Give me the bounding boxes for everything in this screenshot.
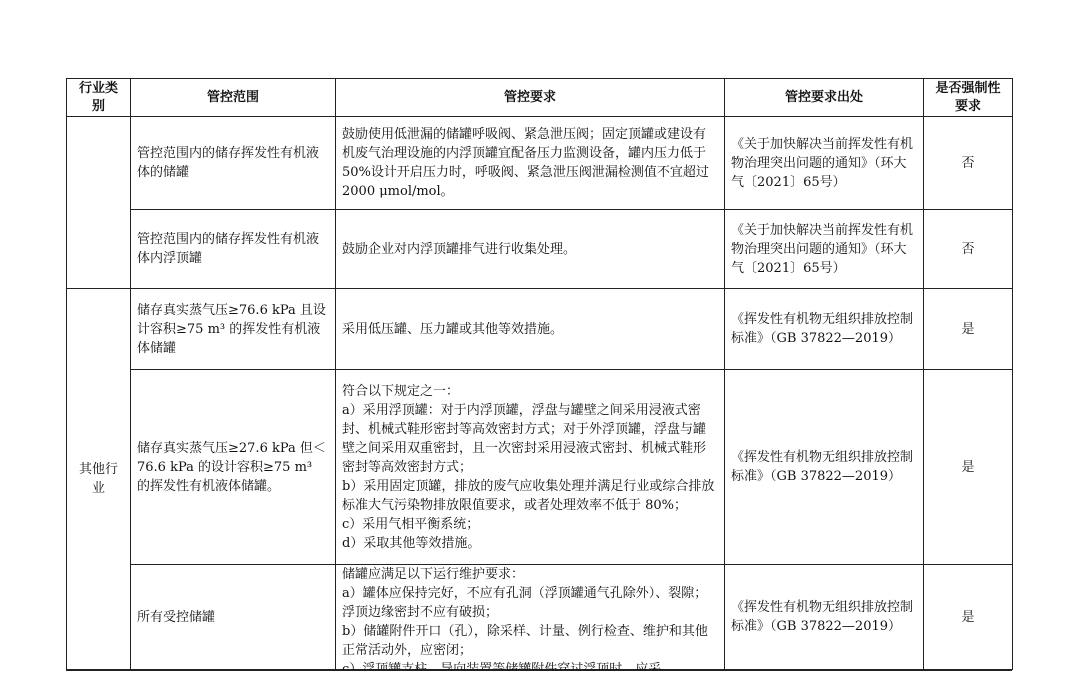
table-row <box>67 370 1013 565</box>
table-row <box>67 210 1013 289</box>
requirement-line: a）采用浮顶罐：对于内浮顶罐，浮盘与罐壁之间采用浸液式密封、机械式鞋形密封等高效密封方式；对于外浮顶罐，浮盘与罐壁之间采用双重密封，且一次密封采用浸液式密封、机械式鞋形密封等高效密封方式； <box>342 402 707 475</box>
header-source: 管控要求出处 <box>725 79 924 117</box>
requirement-line: 鼓励使用低泄漏的储罐呼吸阀、紧急泄压阀；固定顶罐或建设有机废气治理设施的内浮顶罐宜配备压力监测设备，罐内压力低于 50%设计开启压力时，呼吸阀、紧急泄压阀泄漏检测值不宜超过 2000 μmol/mol。 <box>342 127 709 199</box>
page-bottom-mask <box>0 671 1080 689</box>
requirement-cell-clip <box>342 565 718 669</box>
scope-cell: 所有受控储罐 <box>131 565 336 670</box>
source-cell: 《关于加快解决当前挥发性有机物治理突出问题的通知》（环大气〔2021〕65号） <box>725 117 924 210</box>
scope-cell: 管控范围内的储存挥发性有机液体的储罐 <box>131 117 336 210</box>
requirement-line: b）采用固定顶罐，排放的废气应收集处理并满足行业或综合排放标准大气污染物排放限值要求，或者处理效率不低于 80%； <box>342 478 715 513</box>
header-scope: 管控范围 <box>131 79 336 117</box>
requirement-cell <box>336 117 725 210</box>
table-bottom-border <box>66 670 1012 671</box>
table-row <box>67 565 1013 670</box>
scope-cell: 储存真实蒸气压≥76.6 kPa 且设计容积≥75 m³ 的挥发性有机液体储罐 <box>131 289 336 370</box>
category-cell-empty <box>67 117 131 289</box>
requirement-cell <box>336 370 725 565</box>
mandatory-cell: 否 <box>924 117 1013 210</box>
source-cell: 《关于加快解决当前挥发性有机物治理突出问题的通知》（环大气〔2021〕65号） <box>725 210 924 289</box>
requirement-line: 符合以下规定之一： <box>342 383 460 399</box>
source-cell: 《挥发性有机物无组织排放控制标准》（GB 37822—2019） <box>725 289 924 370</box>
mandatory-cell: 是 <box>924 370 1013 565</box>
header-mandatory: 是否强制性要求 <box>924 79 1013 117</box>
scope-cell: 管控范围内的储存挥发性有机液体内浮顶罐 <box>131 210 336 289</box>
requirement-cell <box>336 565 725 670</box>
category-cell: 其他行业 <box>67 289 131 670</box>
requirement-line: c）采用气相平衡系统； <box>342 516 480 532</box>
control-requirements-table <box>66 78 1013 670</box>
requirement-line: b）储罐附件开口（孔），除采样、计量、例行检查、维护和其他正常活动外，应密闭； <box>342 624 708 658</box>
scope-cell: 储存真实蒸气压≥27.6 kPa 但＜76.6 kPa 的设计容积≥75 m³ 的挥发性有机液体储罐。 <box>131 370 336 565</box>
requirement-cell <box>336 289 725 370</box>
mandatory-cell: 是 <box>924 289 1013 370</box>
table-row <box>67 289 1013 370</box>
mandatory-cell: 否 <box>924 210 1013 289</box>
requirement-line: a）罐体应保持完好，不应有孔洞（浮顶罐通气孔除外）、裂隙；浮顶边缘密封不应有破损； <box>342 586 708 620</box>
table-header-row <box>67 79 1013 117</box>
source-cell: 《挥发性有机物无组织排放控制标准》（GB 37822—2019） <box>725 565 924 670</box>
requirement-line: 采用低压罐、压力罐或其他等效措施。 <box>342 321 564 337</box>
mandatory-cell: 是 <box>924 565 1013 670</box>
source-cell: 《挥发性有机物无组织排放控制标准》（GB 37822—2019） <box>725 370 924 565</box>
requirement-cell <box>336 210 725 289</box>
header-requirement: 管控要求 <box>336 79 725 117</box>
header-category: 行业类别 <box>67 79 131 117</box>
requirement-line: 储罐应满足以下运行维护要求： <box>342 567 525 582</box>
requirement-line: d）采取其他等效措施。 <box>342 535 481 551</box>
table-row <box>67 117 1013 210</box>
requirement-line: 鼓励企业对内浮顶罐排气进行收集处理。 <box>342 241 577 257</box>
